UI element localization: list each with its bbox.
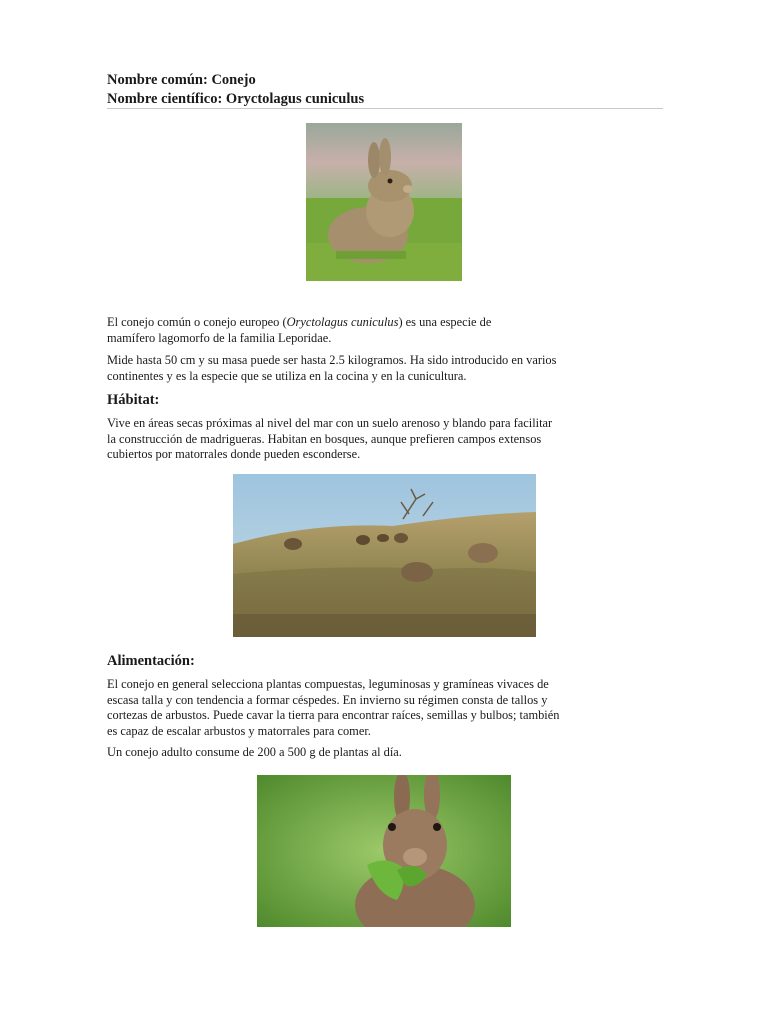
rabbits-field-photo [233, 474, 536, 637]
header-divider [107, 108, 663, 109]
consumption-line: Un conejo adulto consume de 200 a 500 g de plantas al día. [107, 745, 402, 759]
habitat-heading: Hábitat: [107, 392, 160, 408]
habitat-line1: Vive en áreas secas próximas al nivel del mar con un suelo arenoso y blando para facilitar [107, 416, 553, 430]
alimentacion-line3: cortezas de arbustos. Puede cavar la tierra para encontrar raíces, semillas y bulbos; también [107, 708, 560, 722]
habitat-line2: la construcción de madrigueras. Habitan en bosques, aunque prefieren campos extensos [107, 431, 542, 446]
intro-text-before: El conejo común o conejo europeo ( [107, 315, 287, 329]
rabbit-sitting-photo [306, 123, 462, 281]
alimentacion-line4: es capaz de escalar arbustos y matorrales para comer. [107, 723, 371, 738]
habitat-line3: cubiertos por matorrales donde pueden esconderse. [107, 447, 361, 461]
common-name-line: Nombre común: Conejo [107, 72, 256, 88]
alimentacion-line1: El conejo en general selecciona plantas compuestas, leguminosas y gramíneas vivaces de [107, 677, 549, 691]
intro-text-after: ) es una especie de [398, 315, 492, 329]
intro-paragraph-2 [107, 353, 663, 384]
alimentacion-paragraph [107, 677, 663, 739]
intro-species-italic: Oryctolagus cuniculus [286, 315, 399, 329]
intro-paragraph-1 [107, 315, 663, 346]
intro-text-line2: mamífero lagomorfo de la familia Leporidae. [107, 330, 332, 345]
alimentacion-line2: escasa talla y con tendencia a formar céspedes. En invierno su régimen consta de tallos y [107, 692, 548, 707]
scientific-name-line: Nombre científico: Oryctolagus cuniculus [107, 91, 365, 107]
rabbit-eating-photo [257, 775, 511, 927]
document-header [107, 71, 663, 109]
intro-p2-line1: Mide hasta 50 cm y su masa puede ser hasta 2.5 kilogramos. Ha sido introducido en varios [107, 353, 557, 367]
habitat-paragraph [107, 416, 663, 463]
alimentacion-heading: Alimentación: [107, 653, 195, 669]
consumption-paragraph [107, 745, 663, 761]
intro-p2-line2: continentes y es la especie que se utiliza en la cocina y en la cunicultura. [107, 368, 467, 383]
